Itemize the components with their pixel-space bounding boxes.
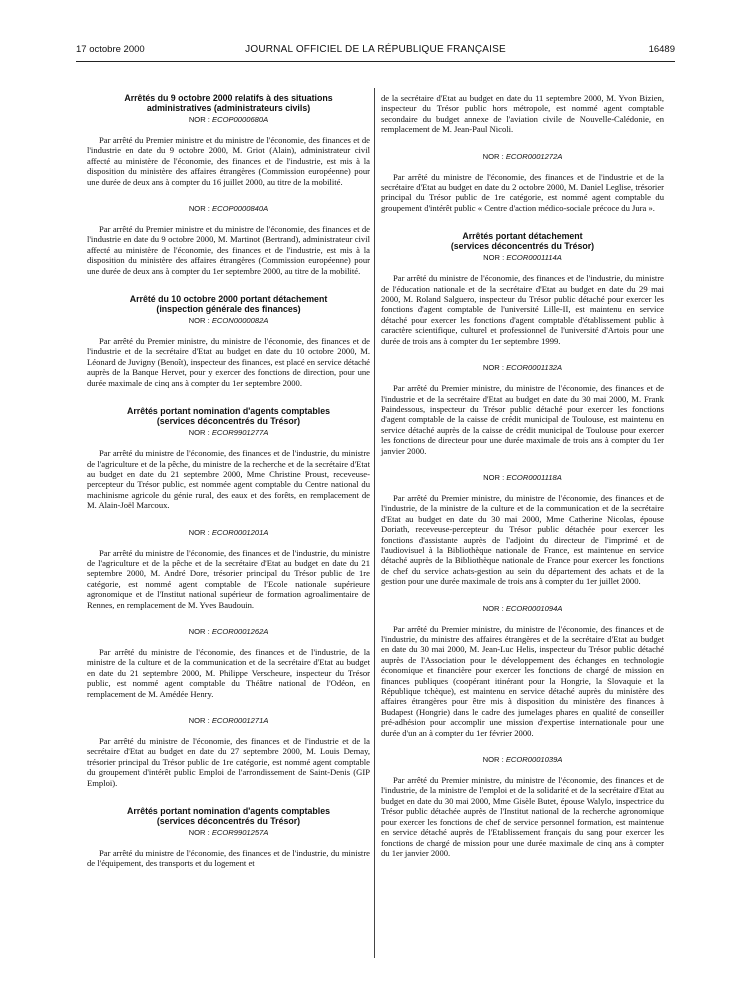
paragraph-continued: de la secrétaire d'Etat au budget en date du 11 septembre 2000, M. Yvon Bizien, inspecteur du Trésor public hors métropole, est nommé agent comptable secondaire du budget annexe de l'aviation civile de Nouvelle-Calédonie, en remplacement de M. Jean-Paul Nicoli.	[381, 93, 664, 135]
paragraph: Par arrêté du Premier ministre, du ministre de l'économie, des finances et de l'industrie, de la ministre de l'emploi et de la solidarité et de la secrétaire d'Etat au budget en date du 30 mai 2000, Mme Gisèle Butet, épouse Walylo, inspectrice du Trésor public détachée auprès de l'Institut national de la recherche agronomique pour exercer les fonctions de chef de service personnel formation, est maintenue en service détaché auprès de l'Etablissement français du sang pour exercer les fonctions de chargé de mission pour une durée maximale de cinq ans à compter du 1er janvier 2000.	[381, 775, 664, 858]
page-header	[76, 44, 675, 58]
section-title: Arrêtés du 9 octobre 2000 relatifs à des situations administratives (administrateurs civils)	[124, 93, 333, 113]
nor-reference: NOR : ECON0000082A	[188, 316, 269, 326]
paragraph: Par arrêté du Premier ministre, du ministre de l'économie, des finances et de l'industrie, du ministre des affaires étrangères et de la secrétaire d'Etat au budget en date du 30 mai 2000, M. Jean-Luc Helis, inspecteur du Trésor public détaché auprès de l'Association pour le développement des échanges en technologie économique et financière pour exercer les fonctions de chargé de mission en finances publiques (coopérant itinérant pour la Hongrie, la Slovaquie et la République tchèque), est maintenu en service détaché auprès du ministère des affaires étrangères pour être mis à disposition du ministère des finances à Budapest (Hongrie) dans le cadre des jumelages phares en qualité de conseiller pré-adhésion pour accomplir une mission d'expertise internationale pour une durée d'un an à compter du 1er février 2000.	[381, 623, 664, 738]
paragraph: Par arrêté du ministre de l'économie, des finances et de l'industrie, du ministre de l'éducation nationale et de la secrétaire d'Etat au budget en date du 29 mai 2000, M. Roland Salguero, inspecteur du Trésor public détaché pour exercer les fonctions d'agent comptable de l'université Lille-II, est maintenu en service détaché pour exercer les fonctions d'agent comptable d'établissement public à caractère scientifique, culturel et professionnel de l'université d'Artois pour une durée de trois ans à compter du 1er septembre 1999.	[381, 273, 664, 346]
paragraph: Par arrêté du ministre de l'économie, des finances et de l'industrie, du ministre de l'agriculture et de la pêche, du ministre de la recherche et de la secrétaire d'Etat au budget en date du 21 septembre 2000, Mme Christine Proust, receveuse-percepteur du Trésor public, est nommée agent comptable du Centre national du machinisme agricole du génie rural, des eaux et des forêts, en remplacement de M. Alain-Joël Marcoux.	[87, 448, 370, 511]
paragraph: Par arrêté du Premier ministre, du ministre de l'économie, des finances et de l'industrie, de la ministre de la culture et de la communication et de la secrétaire d'Etat au budget en date du 30 mai 2000, Mme Catherine Nicolas, épouse Doriath, receveuse-percepteur du Trésor public détachée pour exercer les fonctions d'assistante auprès de l'adjoint du directeur de l'imprimé et de l'audiovisuel à la Bibliothèque nationale de France, est maintenue en service détaché auprès de la Bibliothèque nationale de France pour exercer les fonctions de chef du service achats-gestion au sein du département des achats et de la gestion pour une durée maximale de trois ans à compter du 1er juillet 2000.	[381, 492, 664, 587]
paragraph: Par arrêté du ministre de l'économie, des finances et de l'industrie, du ministre de l'équipement, des transports et du logement et	[87, 848, 370, 869]
header-date: 17 octobre 2000	[76, 44, 145, 55]
nor-reference: NOR : ECOR0001118A	[483, 472, 562, 482]
header-rule	[76, 61, 675, 62]
nor-reference: NOR : ECOR0001114A	[483, 253, 562, 263]
left-column	[87, 93, 370, 869]
nor-reference: NOR : ECOP0000840A	[188, 204, 269, 214]
nor-reference: NOR : ECOR0001271A	[188, 716, 269, 725]
section-title: Arrêtés portant nomination d'agents comptables (services déconcentrés du Trésor)	[127, 406, 330, 427]
nor-reference: NOR : ECOR0001201A	[188, 527, 269, 537]
paragraph: Par arrêté du ministre de l'économie, des finances et de l'industrie et de la secrétaire d'Etat au budget en date du 27 septembre 2000, M. Louis Demay, trésorier principal du Trésor public de 1re catégorie, est nommé agent comptable du groupement d'intérêt public Emploi de l'arrondissement de Saint-Denis (GIP Emploi).	[87, 736, 370, 788]
paragraph: Par arrêté du ministre de l'économie, des finances et de l'industrie, du ministre de l'agriculture et de la pêche et de la secrétaire d'Etat au budget en date du 21 septembre 2000, M. André Dore, trésorier principal du Trésor public de 1re catégorie, est nommé agent comptable de l'Ecole nationale supérieure agronomique et de l'Institut national supérieur de formation agroalimentaire de Rennes, en remplacement de M. Yves Baudouin.	[87, 547, 370, 610]
paragraph: Par arrêté du Premier ministre, du ministre de l'économie, des finances et de l'industrie et de la secrétaire d'Etat au budget en date du 10 octobre 2000, M. Léonard de Juvigny (Benoît), inspecteur des finances, est placé en service détaché auprès de la Banque Hervet, pour y exercer des fonctions de direction, pour une durée maximale de cinq ans à compter du 1er septembre 2000.	[87, 336, 370, 388]
nor-reference: NOR : ECOR9901277A	[188, 428, 269, 438]
section-title: Arrêtés portant nomination d'agents comptables (services déconcentrés du Trésor)	[127, 806, 330, 827]
right-column	[381, 93, 664, 858]
nor-reference: NOR : ECOR0001039A	[482, 755, 563, 765]
nor-reference: NOR : ECOR9901257A	[188, 828, 269, 838]
paragraph: Par arrêté du Premier ministre, du ministre de l'économie, des finances et de l'industrie et de la secrétaire d'Etat au budget en date du 30 mai 2000, M. Frank Paindessous, inspecteur du Trésor public détaché pour exercer les fonctions d'agent comptable de la caisse de crédit municipal de Toulouse, est maintenu en service détaché auprès de la caisse de crédit municipal de Toulouse pour exercer les fonctions de directeur pour une durée maximale de trois ans à compter du 1er janvier 2000.	[381, 383, 664, 456]
paragraph: Par arrêté du ministre de l'économie, des finances et de l'industrie, de la ministre de la culture et de la communication et de la secrétaire d'Etat au budget en date du 21 septembre 2000, M. Philippe Verscheure, inspecteur du Trésor public, est nommé agent comptable du Théâtre national de l'Odéon, en remplacement de M. Amédée Henry.	[87, 646, 370, 699]
nor-reference: NOR : ECOP0000680A	[188, 115, 269, 124]
nor-reference: NOR : ECOR0001262A	[188, 626, 269, 636]
header-journal-title: JOURNAL OFFICIEL DE LA RÉPUBLIQUE FRANÇAISE	[245, 44, 506, 55]
paragraph: Par arrêté du ministre de l'économie, des finances et de l'industrie et de la secrétaire d'Etat au budget en date du 2 octobre 2000, M. Daniel Leglise, trésorier principal du Trésor public de 1re catégorie, est nommé agent comptable du groupement d'intérêt public « Centre d'action médico-sociale précoce du Jura ».	[381, 171, 664, 213]
paragraph: Par arrêté du Premier ministre et du ministre de l'économie, des finances et de l'industrie en date du 9 octobre 2000, M. Griot (Alain), administrateur civil affecté au ministère de l'économie, des finances et de l'industrie, est mis à la disposition du ministère des affaires étrangères (Commission européenne) pour une durée de deux ans à compter du 16 juillet 2000, au titre de la mobilité.	[87, 135, 370, 187]
header-page-number: 16489	[648, 44, 675, 55]
paragraph: Par arrêté du Premier ministre et du ministre de l'économie, des finances et de l'industrie en date du 9 octobre 2000, M. Martinot (Bertrand), administrateur civil affecté au ministère de l'économie, des finances et de l'industrie, est mis à la disposition du ministère des affaires étrangères (Commission européenne) pour une durée de deux ans à compter du 1er septembre 2000, au titre de la mobilité.	[87, 224, 370, 276]
column-divider	[374, 88, 375, 958]
section-title: Arrêté du 10 octobre 2000 portant détachement (inspection générale des finances)	[129, 294, 328, 315]
nor-reference: NOR : ECOR0001132A	[482, 363, 563, 373]
section-title: Arrêtés portant détachement (services déconcentrés du Trésor)	[450, 231, 595, 252]
nor-reference: NOR : ECOR0001094A	[482, 603, 563, 613]
nor-reference: NOR : ECOR0001272A	[482, 151, 563, 161]
